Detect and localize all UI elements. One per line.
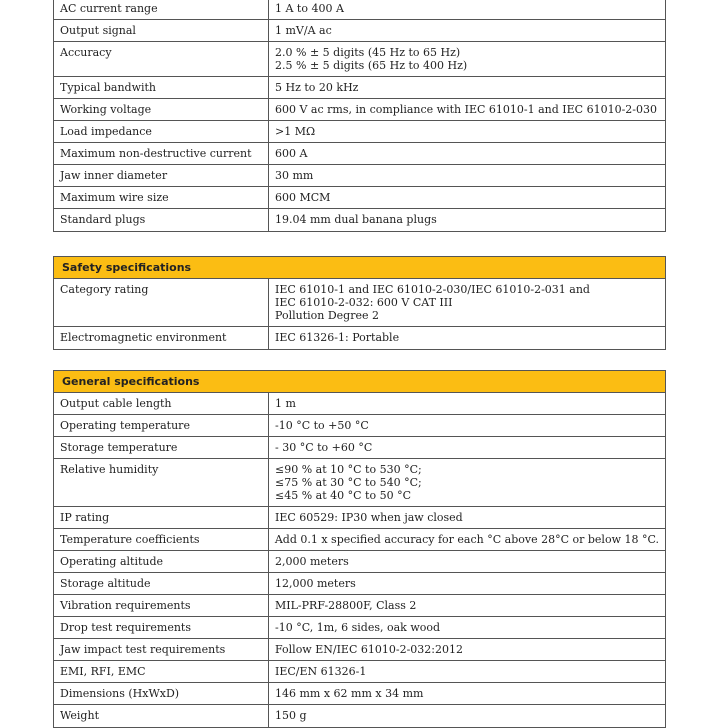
spec-value-line: 5 Hz to 20 kHz	[275, 81, 359, 94]
electrical-specs-table	[53, 0, 666, 232]
table-row	[54, 99, 665, 121]
spec-label: Standard plugs	[54, 209, 269, 231]
table-row	[54, 617, 665, 639]
spec-value-line: - 30 °C to +60 °C	[275, 441, 373, 454]
table-row	[54, 209, 665, 231]
spec-value-line: 2,000 meters	[275, 555, 349, 568]
spec-value	[269, 327, 665, 349]
spec-value	[269, 507, 665, 528]
table-row	[54, 143, 665, 165]
spec-value	[269, 639, 665, 660]
spec-value	[269, 529, 665, 550]
spec-value	[269, 165, 665, 186]
section-header: Safety specifications	[54, 257, 665, 279]
spec-label: Output cable length	[54, 393, 269, 414]
table-row	[54, 705, 665, 727]
safety-specs-table	[53, 256, 666, 350]
spec-value	[269, 20, 665, 41]
table-row	[54, 507, 665, 529]
table-row	[54, 683, 665, 705]
spec-value	[269, 705, 665, 727]
spec-value	[269, 0, 665, 19]
spec-value-line: 12,000 meters	[275, 577, 356, 590]
spec-value	[269, 42, 665, 76]
table-row	[54, 42, 665, 77]
spec-label: IP rating	[54, 507, 269, 528]
spec-label: Dimensions (HxWxD)	[54, 683, 269, 704]
table-row	[54, 529, 665, 551]
spec-value-line: Add 0.1 x specified accuracy for each °C above 28°C or below 18 °C.	[274, 533, 659, 546]
spec-value-line: Follow EN/IEC 61010-2-032:2012	[275, 643, 463, 656]
spec-label: EMI, RFI, EMC	[54, 661, 269, 682]
spec-value	[269, 415, 665, 436]
spec-value	[269, 551, 665, 572]
table-row	[54, 437, 665, 459]
spec-value-line: 19.04 mm dual banana plugs	[275, 213, 437, 226]
spec-label: Weight	[54, 705, 269, 727]
spec-value-line: 2.0 % ± 5 digits (45 Hz to 65 Hz)	[275, 46, 461, 59]
table-row	[54, 279, 665, 327]
table-row	[54, 0, 665, 20]
spec-value	[269, 209, 665, 231]
table-row	[54, 573, 665, 595]
spec-value-line: 146 mm x 62 mm x 34 mm	[275, 687, 424, 700]
spec-value	[269, 279, 665, 326]
spec-value-line: 1 A to 400 A	[275, 2, 344, 15]
table-row	[54, 459, 665, 507]
spec-value-line: IEC 61010-2-032: 600 V CAT III	[275, 296, 453, 309]
spec-value-line: >1 MΩ	[275, 125, 316, 138]
spec-value-line: 600 A	[275, 147, 308, 160]
spec-value-line: 1 m	[275, 397, 296, 410]
spec-value-line: ≤45 % at 40 °C to 50 °C	[275, 489, 411, 502]
spec-label: Operating temperature	[54, 415, 269, 436]
spec-label: Working voltage	[54, 99, 269, 120]
table-row	[54, 121, 665, 143]
spec-value	[269, 121, 665, 142]
spec-label: Drop test requirements	[54, 617, 269, 638]
table-row	[54, 595, 665, 617]
spec-value	[269, 99, 665, 120]
spec-value	[269, 437, 665, 458]
table-row	[54, 20, 665, 42]
spec-label: Electromagnetic environment	[54, 327, 269, 349]
spec-value-line: IEC 61326-1: Portable	[275, 331, 400, 344]
spec-label: Temperature coefficients	[54, 529, 269, 550]
spec-value-line: Pollution Degree 2	[275, 309, 379, 322]
spec-label: Category rating	[54, 279, 269, 326]
spec-value-line: ≤75 % at 30 °C to 540 °C;	[275, 476, 422, 489]
spec-value	[269, 143, 665, 164]
table-row	[54, 393, 665, 415]
spec-label: Relative humidity	[54, 459, 269, 506]
spec-value	[269, 459, 665, 506]
spec-value-line: -10 °C to +50 °C	[275, 419, 369, 432]
spec-value	[269, 77, 665, 98]
spec-label: Output signal	[54, 20, 269, 41]
spec-value-line: IEC 60529: IP30 when jaw closed	[275, 511, 463, 524]
spec-value-line: 150 g	[275, 709, 307, 722]
spec-label: Typical bandwith	[54, 77, 269, 98]
spec-value	[269, 187, 665, 208]
section-header: General specifications	[54, 371, 665, 393]
spec-label: AC current range	[54, 0, 269, 19]
spec-value-line: 1 mV/A ac	[275, 24, 332, 37]
spec-value-line: 600 MCM	[275, 191, 331, 204]
spec-label: Jaw impact test requirements	[54, 639, 269, 660]
spec-label: Storage altitude	[54, 573, 269, 594]
spec-value-line: 30 mm	[275, 169, 314, 182]
table-row	[54, 77, 665, 99]
spec-value-line: 2.5 % ± 5 digits (65 Hz to 400 Hz)	[275, 59, 468, 72]
general-specs-table	[53, 370, 666, 728]
spec-value-line: ≤90 % at 10 °C to 530 °C;	[275, 463, 422, 476]
spec-label: Load impedance	[54, 121, 269, 142]
table-row	[54, 415, 665, 437]
table-row	[54, 661, 665, 683]
spec-value	[269, 683, 665, 704]
spec-value	[269, 595, 665, 616]
spec-label: Vibration requirements	[54, 595, 269, 616]
spec-value-line: -10 °C, 1m, 6 sides, oak wood	[275, 621, 441, 634]
table-row	[54, 551, 665, 573]
table-row	[54, 165, 665, 187]
spec-label: Operating altitude	[54, 551, 269, 572]
spec-value	[269, 617, 665, 638]
spec-label: Storage temperature	[54, 437, 269, 458]
table-row	[54, 327, 665, 349]
spec-label: Maximum non-destructive current	[54, 143, 269, 164]
spec-label: Maximum wire size	[54, 187, 269, 208]
spec-value-line: IEC 61010-1 and IEC 61010-2-030/IEC 61010-2-031 and	[275, 283, 590, 296]
spec-value	[269, 661, 665, 682]
spec-value-line: 600 V ac rms, in compliance with IEC 61010-1 and IEC 61010-2-030	[275, 103, 657, 116]
spec-value	[269, 573, 665, 594]
spec-label: Jaw inner diameter	[54, 165, 269, 186]
spec-value-line: IEC/EN 61326-1	[275, 665, 367, 678]
table-row	[54, 639, 665, 661]
spec-value	[269, 393, 665, 414]
spec-value-line: MIL-PRF-28800F, Class 2	[275, 599, 417, 612]
spec-label: Accuracy	[54, 42, 269, 76]
table-row	[54, 187, 665, 209]
